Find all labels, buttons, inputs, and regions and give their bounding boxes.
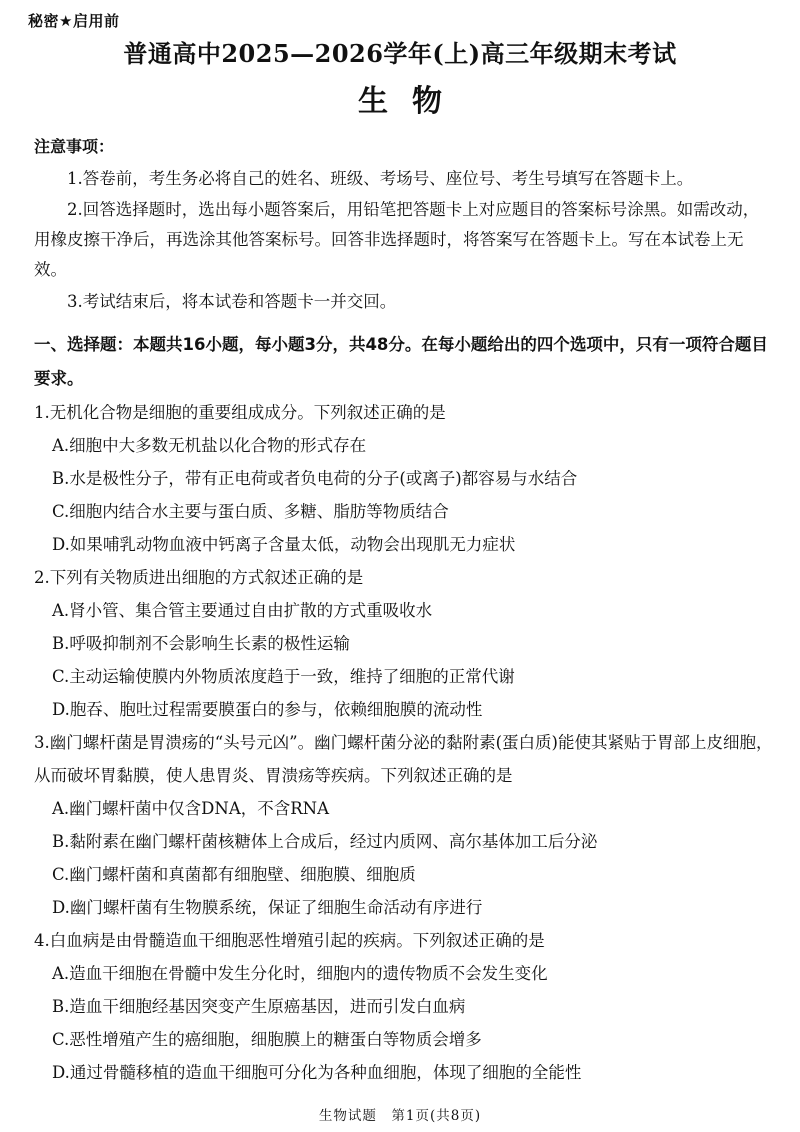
option-a: A.细胞中大多数无机盐以化合物的形式存在 [52,436,367,455]
option-d: D.如果哺乳动物血液中钙离子含量太低，动物会出现肌无力症状 [52,535,516,554]
option-b: B.呼吸抑制剂不会影响生长素的极性运输 [52,634,350,653]
question-4 [34,924,774,1089]
question-3 [34,726,774,924]
option-c: C.细胞内结合水主要与蛋白质、多糖、脂肪等物质结合 [52,502,449,521]
option-a: A.幽门螺杆菌中仅含DNA，不含RNA [52,799,330,818]
exam-content [34,134,774,1089]
exam-title: 普通高中2025—2026学年(上)高三年级期末考试 [123,39,677,68]
question-1 [34,396,774,561]
option-d: D.幽门螺杆菌有生物膜系统，保证了细胞生命活动有序进行 [52,898,483,917]
notes-section [34,134,774,318]
secret-label: 秘密★启用前 [28,12,120,30]
option-d: D.通过骨髓移植的造血干细胞可分化为各种血细胞，体现了细胞的全能性 [52,1063,582,1082]
notes-heading: 注意事项： [34,137,115,156]
question-stem: 2.下列有关物质进出细胞的方式叙述正确的是 [34,568,364,587]
question-2 [34,561,774,726]
question-stem: 1.无机化合物是细胞的重要组成成分。下列叙述正确的是 [34,403,446,422]
note-item-3: 3.考试结束后，将本试卷和答题卡一并交回。 [67,292,397,311]
option-a: A.肾小管、集合管主要通过自由扩散的方式重吸收水 [52,601,433,620]
note-item-2: 2.回答选择题时，选出每小题答案后，用铅笔把答题卡上对应题目的答案标号涂黑。如需改动，用橡皮擦干净后，再选涂其他答案标号。回答非选择题时，将答案写在答题卡上。写在本试卷上无效。 [34,200,760,279]
page-footer: 生物试题 第1页(共8页) [318,1108,482,1124]
subject-title: 生物 [358,84,466,119]
option-d: D.胞吞、胞吐过程需要膜蛋白的参与，依赖细胞膜的流动性 [52,700,483,719]
option-c: C.恶性增殖产生的癌细胞，细胞膜上的糖蛋白等物质会增多 [52,1030,482,1049]
option-c: C.幽门螺杆菌和真菌都有细胞壁、细胞膜、细胞质 [52,865,416,884]
option-b: B.造血干细胞经基因突变产生原癌基因，进而引发白血病 [52,997,466,1016]
question-stem: 4.白血病是由骨髓造血干细胞恶性增殖引起的疾病。下列叙述正确的是 [34,931,545,950]
option-b: B.黏附素在幽门螺杆菌核糖体上合成后，经过内质网、高尔基体加工后分泌 [52,832,598,851]
section-heading-choice: 一、选择题：本题共16小题，每小题3分，共48分。在每小题给出的四个选项中，只有一项符合题目要求。 [34,335,768,388]
option-a: A.造血干细胞在骨髓中发生分化时，细胞内的遗传物质不会发生变化 [52,964,548,983]
option-b: B.水是极性分子，带有正电荷或者负电荷的分子(或离子)都容易与水结合 [52,469,578,488]
note-item-1: 1.答卷前，考生务必将自己的姓名、班级、考场号、座位号、考生号填写在答题卡上。 [67,169,694,188]
option-c: C.主动运输使膜内外物质浓度趋于一致，维持了细胞的正常代谢 [52,667,515,686]
question-stem: 3.幽门螺杆菌是胃溃疡的“头号元凶”。幽门螺杆菌分泌的黏附素(蛋白质)能使其紧贴于胃部上皮细胞，从而破坏胃黏膜，使人患胃炎、胃溃疡等疾病。下列叙述正确的是 [34,733,773,785]
